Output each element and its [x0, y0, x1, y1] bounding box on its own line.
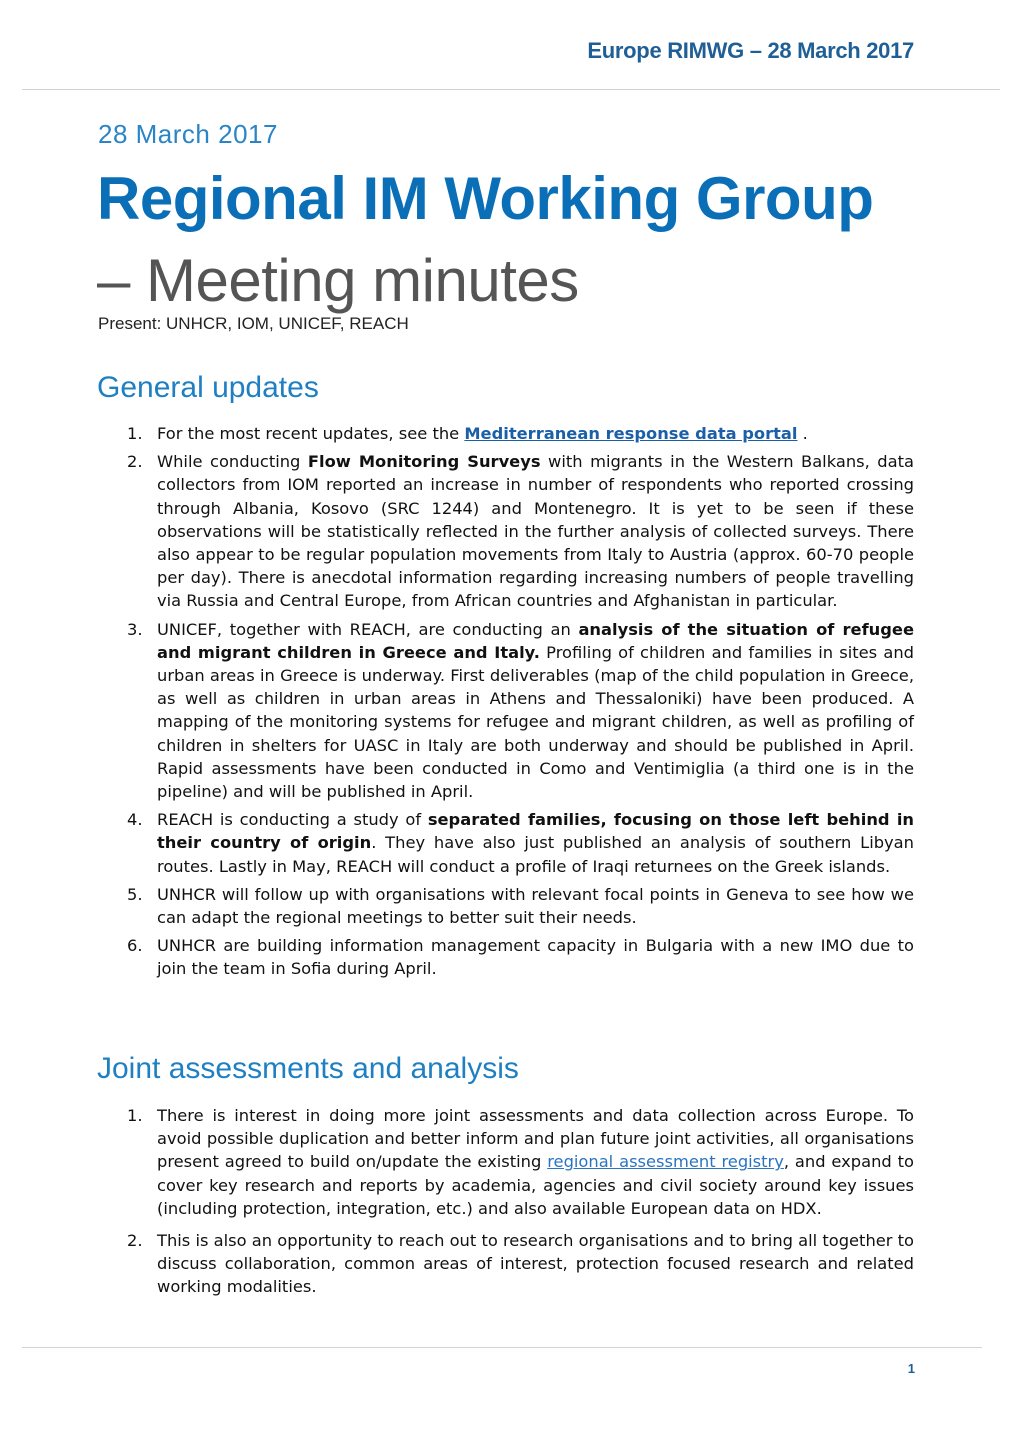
list-item — [127, 934, 914, 980]
list-item — [127, 1229, 914, 1299]
list-item — [127, 422, 914, 445]
list-number: 3. — [127, 619, 143, 639]
document-title — [97, 158, 937, 322]
list-item — [127, 808, 914, 878]
item-text: This is also an opportunity to reach out to research organisations and to bring all together to discuss collaboration, common areas of interest, protection focused research and related working modalities. — [157, 1231, 914, 1297]
page-number: 1 — [907, 1361, 915, 1376]
item-text: . They have also just published an analysis of southern Libyan routes. Lastly in May, REACH will conduct a profile of Iraqi returnees on the Greek islands. — [157, 833, 914, 876]
meeting-date: 28 March 2017 — [98, 119, 278, 149]
regional-assessment-registry-link[interactable]: regional assessment registry — [547, 1152, 784, 1172]
item-text: UNHCR are building information management capacity in Bulgaria with a new IMO due to join the team in Sofia during April. — [157, 936, 914, 979]
item-text: Profiling of children and families in sites and urban areas in Greece is underway. First deliverables (map of the child population in Greece, as well as children in urban areas in Athens and Thessaloniki) have been produced. A mapping of the monitoring systems for refugee and migrant children, as well as profiling of children in shelters for UASC in Italy are both underway and should be published in April. Rapid assessments have been conducted in Como and Ventimiglia (a third one is in the pipeline) and will be published in April. — [157, 642, 914, 802]
item-bold-text: analysis of the situation of refugee and migrant children in Greece and Italy. — [157, 619, 914, 662]
general-updates-list — [127, 422, 914, 986]
list-number: 2. — [127, 452, 143, 472]
section-heading-general-updates: General updates — [97, 371, 319, 404]
item-text: UNICEF, together with REACH, are conducting an — [157, 619, 579, 639]
list-number: 6. — [127, 936, 143, 956]
list-number: 5. — [127, 884, 143, 904]
list-number: 2. — [127, 1231, 143, 1251]
item-text: There is interest in doing more joint assessments and data collection across Europe. To avoid possible duplication and better inform and plan future joint activities, all organisations present agreed to build on/update the existing — [157, 1106, 914, 1172]
joint-assessments-list — [127, 1104, 914, 1308]
list-item — [127, 883, 914, 929]
item-text: For the most recent updates, see the — [157, 424, 465, 443]
list-number: 1. — [127, 424, 143, 443]
running-header: Europe RIMWG – 28 March 2017 — [587, 38, 914, 63]
header-divider — [22, 89, 1000, 90]
mediterranean-portal-link[interactable]: Mediterranean response data portal — [464, 424, 798, 443]
section-heading-joint-assessments: Joint assessments and analysis — [97, 1052, 519, 1085]
list-item — [127, 1104, 914, 1220]
list-item — [127, 618, 914, 804]
item-text: with migrants in the Western Balkans, data collectors from IOM reported an increase in number of respondents who reported crossing through Albania, Kosovo (SRC 1244) and Montenegro. It is yet to be seen if these observations will be statistically reflected in the further analysis of collected surveys. There also appear to be regular population movements from Italy to Austria (approx. 60-70 people per day). There is anecdotal information regarding increasing numbers of people travelling via Russia and Central Europe, from African countries and Afghanistan in particular. — [157, 452, 914, 611]
title-line-2: – Meeting minutes — [97, 247, 579, 314]
item-text: While conducting — [157, 452, 308, 472]
item-bold-text: separated families, focusing on those left behind in their country of origin — [157, 810, 914, 853]
footer-divider — [22, 1347, 982, 1348]
list-number: 4. — [127, 810, 143, 830]
list-number: 1. — [127, 1106, 143, 1125]
item-bold-text: Flow Monitoring Surveys — [307, 452, 541, 472]
item-text: REACH is conducting a study of — [157, 810, 428, 830]
item-text: , and expand to cover key research and reports by academia, agencies and civil society around key issues (including protection, integration, etc.) and also available European data on HDX. — [157, 1152, 914, 1218]
attendees-line: Present: UNHCR, IOM, UNICEF, REACH — [98, 314, 409, 333]
title-line-1: Regional IM Working Group — [97, 165, 874, 232]
item-text: . — [797, 424, 808, 443]
item-text: UNHCR will follow up with organisations with relevant focal points in Geneva to see how we can adapt the regional meetings to better suit their needs. — [157, 884, 914, 928]
list-item — [127, 450, 914, 612]
